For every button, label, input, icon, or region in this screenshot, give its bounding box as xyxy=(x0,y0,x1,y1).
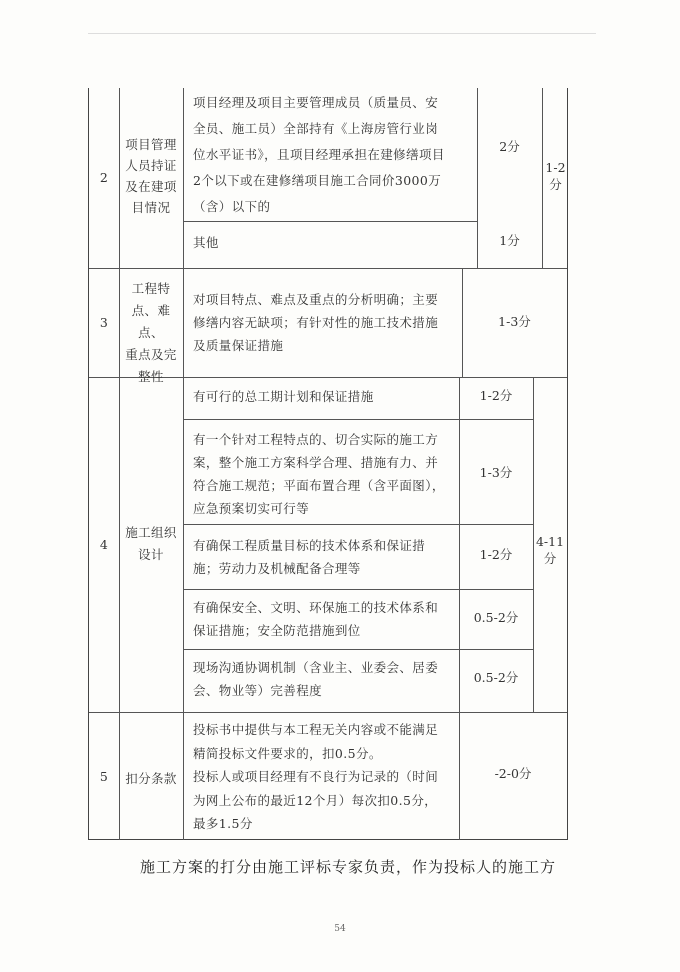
row-category: 施工组织 设计 xyxy=(125,525,177,562)
criterion-text: 有确保工程质量目标的技术体系和保证措 施；劳动力及机械配备合理等 xyxy=(193,538,426,576)
row-category: 扣分条款 xyxy=(125,771,177,786)
criterion-text: 有一个针对工程特点的、切合实际的施工方 案，整个施工方案科学合理、措施有力、并 符合施工规范；平面布置合理（含平面图）， 应急预案切实可行等 xyxy=(193,432,445,516)
page-number: 54 xyxy=(334,924,346,934)
row-total: 1-2分 xyxy=(545,160,566,192)
row-number: 5 xyxy=(99,769,109,784)
item-score: 1分 xyxy=(499,233,520,248)
row-divider xyxy=(89,268,567,269)
cell-divider xyxy=(183,589,533,590)
criterion-text: 对项目特点、难点及重点的分析明确；主要 修缮内容无缺项；有针对性的施工技术措施 及质量保证措施 xyxy=(193,292,439,353)
cell-divider xyxy=(183,649,533,650)
body-paragraph: 施工方案的打分由施工评标专家负责，作为投标人的施工方 xyxy=(140,858,557,876)
item-score: 1-2分 xyxy=(479,547,513,562)
cell-divider xyxy=(183,221,477,222)
row-divider xyxy=(89,712,567,713)
item-score: 0.5-2分 xyxy=(473,670,519,685)
row-total: 1-3分 xyxy=(498,314,531,329)
item-score: 1-2分 xyxy=(479,388,513,403)
row-number: 4 xyxy=(99,537,109,552)
cell-divider xyxy=(183,524,533,525)
item-score: 2分 xyxy=(499,139,520,154)
col-divider xyxy=(183,88,184,840)
criterion-text: 投标书中提供与本工程无关内容或不能满足 精简投标文件要求的，扣0.5分。 投标人或项目经理有不良行为记录的（时间 为网上公布的最近12个月）每次扣0.5分， 最多1.5分 xyxy=(193,722,439,831)
top-edge-line xyxy=(88,33,596,34)
criterion-text: 项目经理及项目主要管理成员（质量员、安 全员、施工员）全部持有《上海房管行业岗 位水平证书》，且项目经理承担在建修缮项目 2个以下或在建修缮项目施工合同价3000万 （含）以下的 xyxy=(193,95,445,214)
row-category: 工程特 点、难点、 重点及完 整性 xyxy=(125,281,177,384)
row-number: 3 xyxy=(99,315,109,330)
row-total: 4-11分 xyxy=(535,534,565,566)
row-category: 项目管理 人员持证 及在建项 目情况 xyxy=(125,137,177,215)
scoring-table xyxy=(88,88,568,840)
row-total: -2-0分 xyxy=(494,766,532,781)
criterion-text: 有确保安全、文明、环保施工的技术体系和 保证措施；安全防范措施到位 xyxy=(193,600,439,638)
criterion-text: 其他 xyxy=(193,235,219,250)
criterion-text: 有可行的总工期计划和保证措施 xyxy=(193,389,374,404)
item-score: 0.5-2分 xyxy=(473,610,519,625)
criterion-text: 现场沟通协调机制（含业主、业委会、居委 会、物业等）完善程度 xyxy=(193,660,439,698)
cell-divider xyxy=(183,419,533,420)
row-number: 2 xyxy=(99,170,109,185)
item-score: 1-3分 xyxy=(479,465,513,480)
